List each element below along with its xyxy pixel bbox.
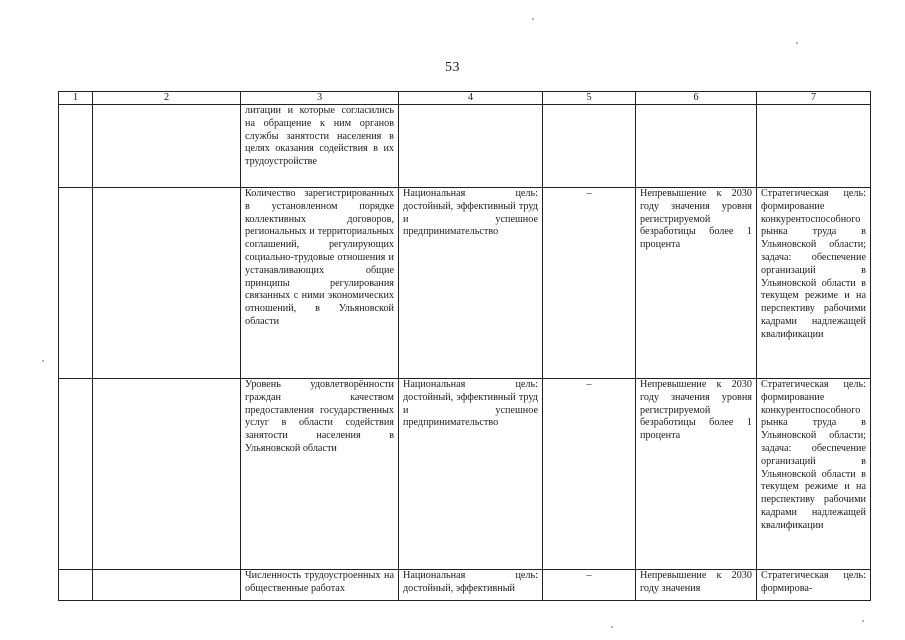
table-cell [93, 379, 241, 570]
column-header: 3 [241, 92, 399, 105]
column-header: 6 [636, 92, 757, 105]
strategy-cell: Стратегическая цель: формирование конкурентоспособного рынка труда в Ульяновской области; задача: обеспечение организаций в Ульяновской области в текущем режиме и на перспективу рабочими кадрами надлежащей квалификации [757, 188, 871, 379]
table-cell [59, 188, 93, 379]
indicator-cell: Численность трудоустроенных на общественные работах [241, 570, 399, 601]
table-cell [59, 379, 93, 570]
strategy-cell: Стратегическая цель: формирование конкурентоспособного рынка труда в Ульяновской области; задача: обеспечение организаций в Ульяновской области в текущем режиме и на перспективу рабочими кадрами надлежащей квалификации [757, 379, 871, 570]
column-header: 7 [757, 92, 871, 105]
column-header: 5 [543, 92, 636, 105]
document-table [58, 91, 871, 601]
target-cell: Непревышение к 2030 году значения уровня регистрируемой безработицы более 1 процента [636, 379, 757, 570]
table-cell [543, 105, 636, 188]
table-cell [93, 570, 241, 601]
table-row [59, 570, 871, 601]
scan-speck [532, 18, 534, 20]
strategy-cell [757, 105, 871, 188]
table-cell: – [543, 379, 636, 570]
scan-speck [796, 42, 798, 44]
strategy-cell: Стратегическая цель: формирова- [757, 570, 871, 601]
national-goal-cell [399, 105, 543, 188]
target-cell: Непревышение к 2030 году значения уровня регистрируемой безработицы более 1 процента [636, 188, 757, 379]
target-cell [636, 105, 757, 188]
column-header: 2 [93, 92, 241, 105]
national-goal-cell: Национальная цель: достойный, эффективный труд и успешное предпринимательство [399, 188, 543, 379]
table-header-row [59, 92, 871, 105]
scan-speck [862, 620, 864, 622]
indicator-cell: литации и которые согласились на обращение к ним органов службы занятости населения в целях оказания содействия в их трудоустройстве [241, 105, 399, 188]
indicator-cell: Количество зарегистрированных в установленном порядке коллективных договоров, региональных и территориальных соглашений, регулирующих социально-трудовые отношения и устанавливающих общие принципы регулирования связанных с ними экономических отношений, в Ульяновской области [241, 188, 399, 379]
table-cell [93, 105, 241, 188]
table-row [59, 105, 871, 188]
scan-speck [42, 360, 44, 362]
page-number: 53 [445, 60, 460, 75]
column-header: 4 [399, 92, 543, 105]
national-goal-cell: Национальная цель: достойный, эффективный [399, 570, 543, 601]
table-row [59, 188, 871, 379]
scan-speck [611, 626, 613, 628]
table-cell: – [543, 188, 636, 379]
indicator-cell: Уровень удовлетворённости граждан качеством предоставления государственных услуг в области содействия занятости населения в Ульяновской области [241, 379, 399, 570]
table-row [59, 379, 871, 570]
national-goal-cell: Национальная цель: достойный, эффективный труд и успешное предпринимательство [399, 379, 543, 570]
table-cell: – [543, 570, 636, 601]
table-cell [59, 105, 93, 188]
column-header: 1 [59, 92, 93, 105]
table-cell [93, 188, 241, 379]
target-cell: Непревышение к 2030 году значения [636, 570, 757, 601]
table-cell [59, 570, 93, 601]
